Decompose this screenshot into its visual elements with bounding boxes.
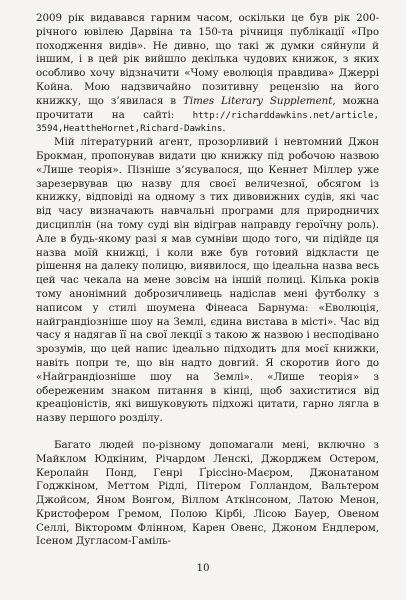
page-number: 10: [196, 562, 210, 574]
journal-title: Times Literary Supplement: [183, 94, 333, 107]
paragraph-1-text: 2009 рік видавався гарним часом, оскільки це був рік 200-річного ювілею Дарвіна та 150-та річниця публікації «Про походження видів». Не дивно, що такі ж думки сяйнули й іншим, і в цей рік вийшло декілька чудових книжок, з яких особливо хочу відзначити «Чому еволюція правдива» Джеррі Койна. Мою надзвичайно позитивну рецензію на його книжку, що з’явилася в: [36, 12, 379, 107]
paragraph-3: Багато людей по-різному допомагали мені, включно з Майклом Юдкіним, Річардом Ленскі, Джорджем Остером, Керолайн Понд, Генрі Ґріссіно-Маєром, Джонатаном Годжкіном, Меттом Рідлі, Пітером Голландом, Вальтером Джойсом, Яном Вонгом, Віллом Аткінсоном, Латою Менон, Кристофером Гремом, Полою Кірбі, Лісою Бауер, Овеном Селлі, Вікторомм Флінном, Карен Овенс, Джоном Ендлером, Ісеном Дугласом-Гаміль-: [36, 438, 379, 548]
paragraph-1: [36, 12, 379, 136]
paragraph-2: Мій літературний агент, прозорливий і невтомний Джон Брокман, пропонував видати цю книжку під робочою назвою «Лише теорія». Пізніше з’ясувалося, що Кеннет Міллер уже зарезервував цю назву для своєї величезної, обсягом із книжку, відповіді на одному з тих дивовижних судів, які час від часу визначають навчальні програми для природничих дисциплін (на тому суді він відіграв направду героїчну роль). Але в будь-якому разі я мав сумніви щодо того, чи підійде ця назва моїй книжці, і коли вже був готовий відкласти це рішення на далеку полицю, виявилося, що ідеальна назва весь цей час чекала на мене зовсім на іншій полиці. Кілька років тому анонімний доброзичливець надіслав мені футболку з написом у стилі шоумена Фінеаса Барнума: «Еволюція, найграндіозніше шоу на Землі, єдина вистава в місті». Час від часу я надягав її на свої лекції з такою ж назвою і несподівано зрозумів, що цей напис ідеально підходить для моєї книжки, навіть попри те, що він надто довгий. Я скоротив його до «Найграндіозніше шоу на Землі». «Лише теорія» з обереженим знаком питання в кінці, щоб захиститися від креаціоністів, які вишуковують підхожі цитати, гарно лягла в назву першого розділу.: [36, 136, 379, 425]
article-url: http://richarddawkins.net/article, 3594,HeattheHornet,Richard-Dawkins: [36, 109, 379, 135]
paragraph-1-text-b: , можна прочитати на сайті:: [36, 94, 379, 121]
paragraph-gap: [36, 426, 379, 439]
paragraph-1-end: .: [222, 122, 226, 135]
